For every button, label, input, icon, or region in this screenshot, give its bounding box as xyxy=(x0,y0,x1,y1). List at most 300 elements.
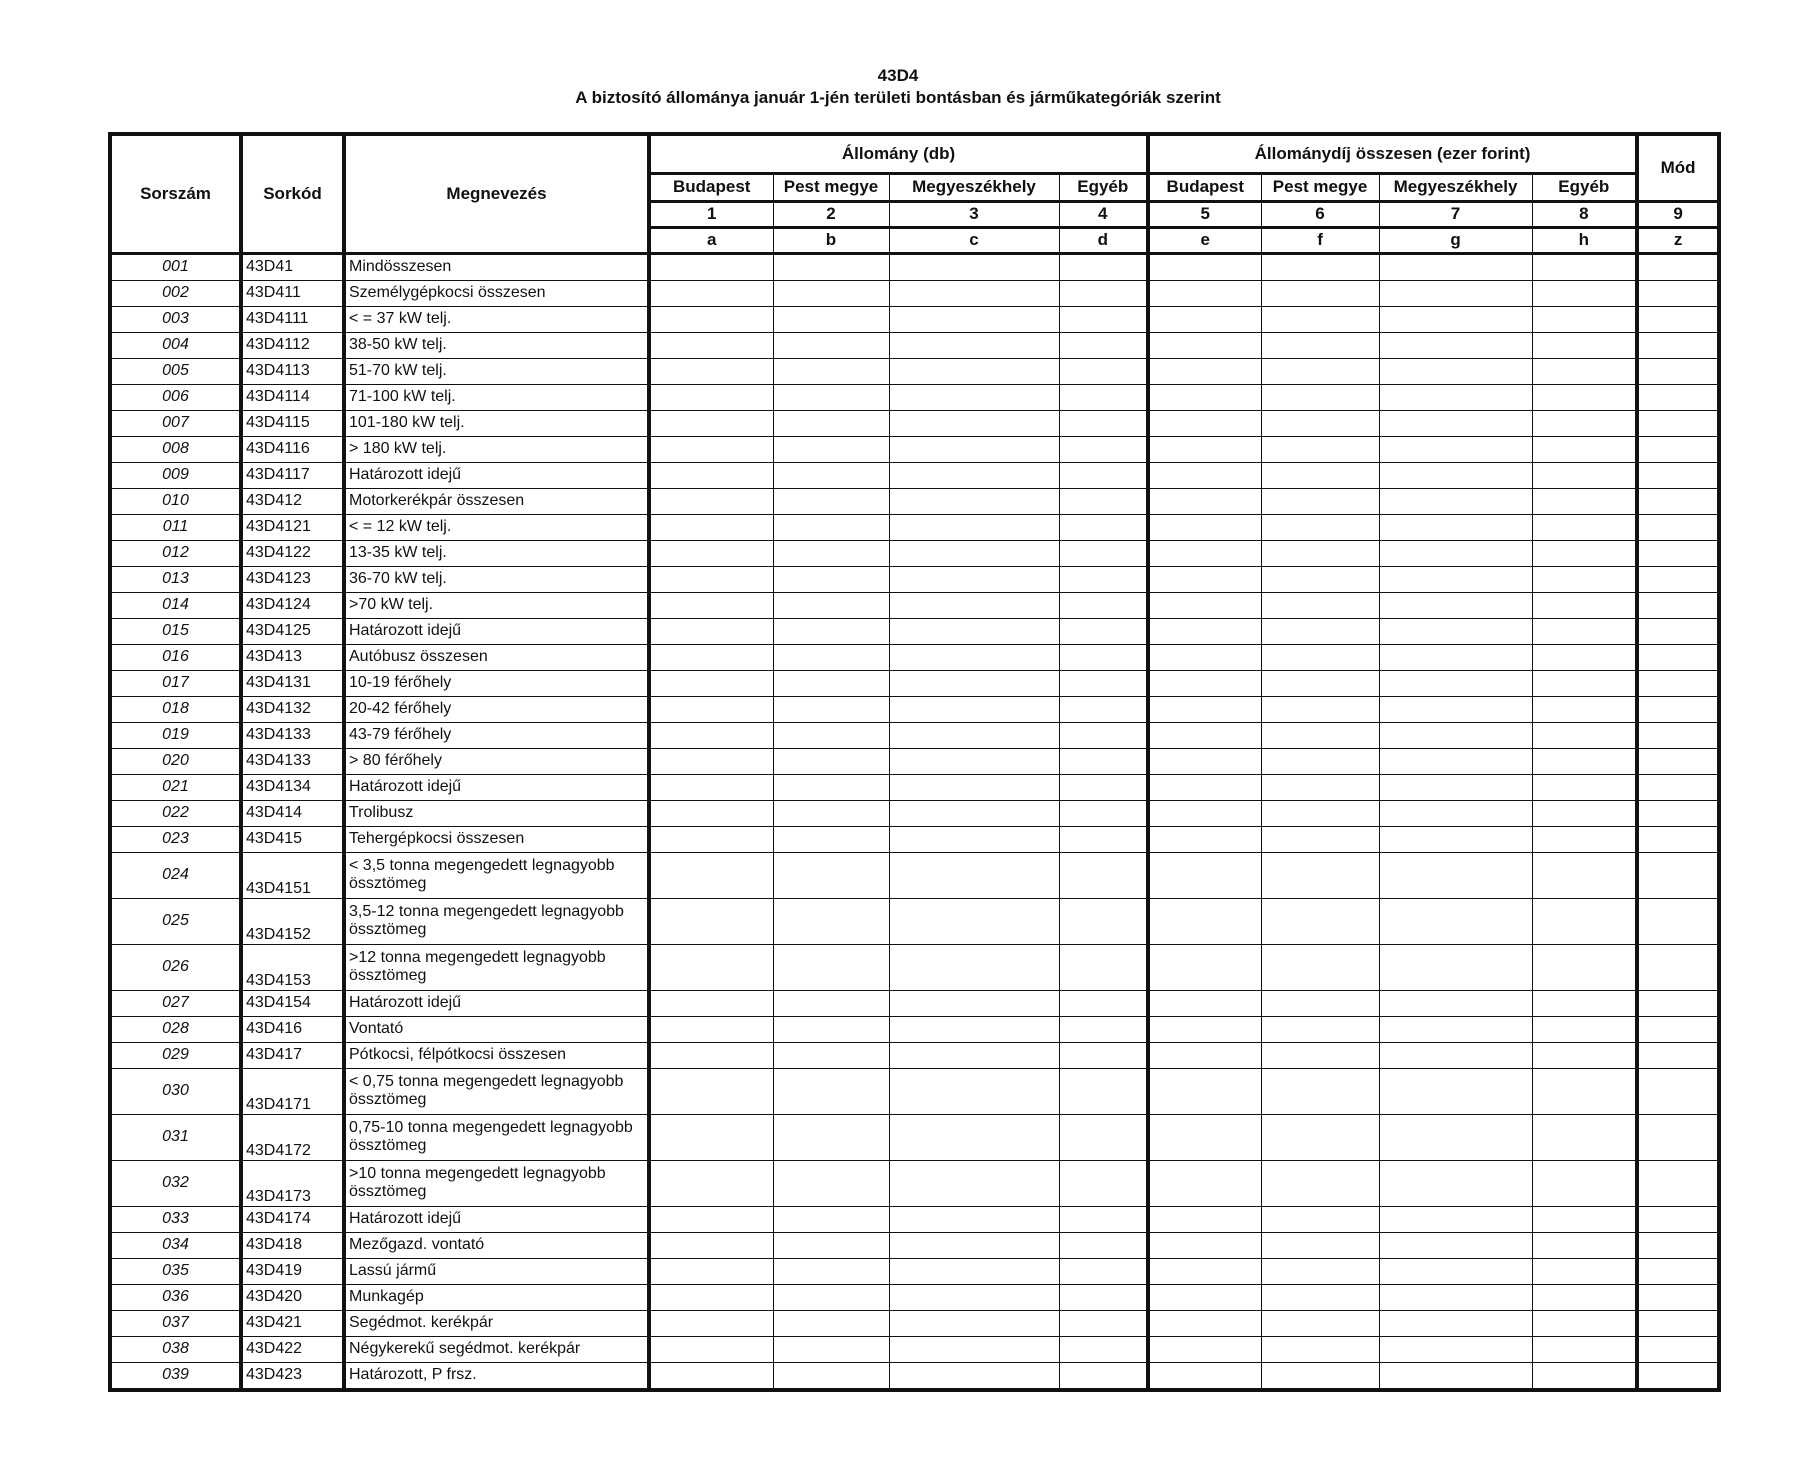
row-value-cell[interactable] xyxy=(1059,944,1148,990)
row-value-cell[interactable] xyxy=(1379,280,1532,306)
row-value-cell[interactable] xyxy=(649,1336,773,1362)
row-value-cell[interactable] xyxy=(1637,1336,1719,1362)
row-value-cell[interactable] xyxy=(1637,436,1719,462)
row-value-cell[interactable] xyxy=(1379,540,1532,566)
row-value-cell[interactable] xyxy=(1379,898,1532,944)
row-value-cell[interactable] xyxy=(889,592,1059,618)
row-value-cell[interactable] xyxy=(1637,1016,1719,1042)
row-value-cell[interactable] xyxy=(649,898,773,944)
row-value-cell[interactable] xyxy=(1532,358,1637,384)
row-value-cell[interactable] xyxy=(1379,1114,1532,1160)
row-value-cell[interactable] xyxy=(649,384,773,410)
row-value-cell[interactable] xyxy=(1637,898,1719,944)
row-value-cell[interactable] xyxy=(1261,436,1379,462)
row-value-cell[interactable] xyxy=(1532,1336,1637,1362)
row-value-cell[interactable] xyxy=(1532,436,1637,462)
row-value-cell[interactable] xyxy=(773,944,889,990)
row-value-cell[interactable] xyxy=(1637,944,1719,990)
row-value-cell[interactable] xyxy=(1261,384,1379,410)
row-value-cell[interactable] xyxy=(1379,253,1532,280)
row-value-cell[interactable] xyxy=(1148,358,1261,384)
row-value-cell[interactable] xyxy=(1637,1258,1719,1284)
row-value-cell[interactable] xyxy=(1261,826,1379,852)
row-value-cell[interactable] xyxy=(1379,800,1532,826)
row-value-cell[interactable] xyxy=(1637,384,1719,410)
row-value-cell[interactable] xyxy=(1637,852,1719,898)
row-value-cell[interactable] xyxy=(1148,384,1261,410)
row-value-cell[interactable] xyxy=(773,1336,889,1362)
row-value-cell[interactable] xyxy=(1379,462,1532,488)
row-value-cell[interactable] xyxy=(1379,436,1532,462)
row-value-cell[interactable] xyxy=(1148,1336,1261,1362)
row-value-cell[interactable] xyxy=(1532,1068,1637,1114)
row-value-cell[interactable] xyxy=(1148,1362,1261,1390)
row-value-cell[interactable] xyxy=(889,644,1059,670)
row-value-cell[interactable] xyxy=(1148,1232,1261,1258)
row-value-cell[interactable] xyxy=(649,1258,773,1284)
row-value-cell[interactable] xyxy=(1261,722,1379,748)
row-value-cell[interactable] xyxy=(1059,1284,1148,1310)
row-value-cell[interactable] xyxy=(773,1114,889,1160)
row-value-cell[interactable] xyxy=(1532,670,1637,696)
row-value-cell[interactable] xyxy=(1532,1284,1637,1310)
row-value-cell[interactable] xyxy=(1148,514,1261,540)
row-value-cell[interactable] xyxy=(1379,1160,1532,1206)
row-value-cell[interactable] xyxy=(1532,1160,1637,1206)
row-value-cell[interactable] xyxy=(773,696,889,722)
row-value-cell[interactable] xyxy=(1148,462,1261,488)
row-value-cell[interactable] xyxy=(773,1362,889,1390)
row-value-cell[interactable] xyxy=(1261,990,1379,1016)
row-value-cell[interactable] xyxy=(1532,514,1637,540)
row-value-cell[interactable] xyxy=(1637,696,1719,722)
row-value-cell[interactable] xyxy=(1059,722,1148,748)
row-value-cell[interactable] xyxy=(889,1284,1059,1310)
row-value-cell[interactable] xyxy=(1148,670,1261,696)
row-value-cell[interactable] xyxy=(1532,540,1637,566)
row-value-cell[interactable] xyxy=(1379,826,1532,852)
row-value-cell[interactable] xyxy=(1148,696,1261,722)
row-value-cell[interactable] xyxy=(1261,800,1379,826)
row-value-cell[interactable] xyxy=(1059,1160,1148,1206)
row-value-cell[interactable] xyxy=(1637,1160,1719,1206)
row-value-cell[interactable] xyxy=(649,774,773,800)
row-value-cell[interactable] xyxy=(773,670,889,696)
row-value-cell[interactable] xyxy=(1261,253,1379,280)
row-value-cell[interactable] xyxy=(1059,462,1148,488)
row-value-cell[interactable] xyxy=(1379,722,1532,748)
row-value-cell[interactable] xyxy=(889,436,1059,462)
row-value-cell[interactable] xyxy=(773,826,889,852)
row-value-cell[interactable] xyxy=(889,1114,1059,1160)
row-value-cell[interactable] xyxy=(1532,1232,1637,1258)
row-value-cell[interactable] xyxy=(1637,1206,1719,1232)
row-value-cell[interactable] xyxy=(889,944,1059,990)
row-value-cell[interactable] xyxy=(1379,618,1532,644)
row-value-cell[interactable] xyxy=(773,410,889,436)
row-value-cell[interactable] xyxy=(773,990,889,1016)
row-value-cell[interactable] xyxy=(1532,306,1637,332)
row-value-cell[interactable] xyxy=(1059,332,1148,358)
row-value-cell[interactable] xyxy=(1379,1336,1532,1362)
row-value-cell[interactable] xyxy=(1059,592,1148,618)
row-value-cell[interactable] xyxy=(1532,253,1637,280)
row-value-cell[interactable] xyxy=(1637,540,1719,566)
row-value-cell[interactable] xyxy=(1532,566,1637,592)
row-value-cell[interactable] xyxy=(773,332,889,358)
row-value-cell[interactable] xyxy=(1261,592,1379,618)
row-value-cell[interactable] xyxy=(1532,800,1637,826)
row-value-cell[interactable] xyxy=(1148,1042,1261,1068)
row-value-cell[interactable] xyxy=(1261,1362,1379,1390)
row-value-cell[interactable] xyxy=(889,253,1059,280)
row-value-cell[interactable] xyxy=(1532,410,1637,436)
row-value-cell[interactable] xyxy=(649,462,773,488)
row-value-cell[interactable] xyxy=(1261,566,1379,592)
row-value-cell[interactable] xyxy=(649,1206,773,1232)
row-value-cell[interactable] xyxy=(1532,990,1637,1016)
row-value-cell[interactable] xyxy=(1261,618,1379,644)
row-value-cell[interactable] xyxy=(773,1258,889,1284)
row-value-cell[interactable] xyxy=(649,540,773,566)
row-value-cell[interactable] xyxy=(1379,1310,1532,1336)
row-value-cell[interactable] xyxy=(1148,540,1261,566)
row-value-cell[interactable] xyxy=(1379,358,1532,384)
row-value-cell[interactable] xyxy=(1532,826,1637,852)
row-value-cell[interactable] xyxy=(1148,644,1261,670)
row-value-cell[interactable] xyxy=(1637,748,1719,774)
row-value-cell[interactable] xyxy=(1379,332,1532,358)
row-value-cell[interactable] xyxy=(1148,722,1261,748)
row-value-cell[interactable] xyxy=(889,332,1059,358)
row-value-cell[interactable] xyxy=(889,990,1059,1016)
row-value-cell[interactable] xyxy=(1261,748,1379,774)
row-value-cell[interactable] xyxy=(1261,1160,1379,1206)
row-value-cell[interactable] xyxy=(1637,990,1719,1016)
row-value-cell[interactable] xyxy=(1059,696,1148,722)
row-value-cell[interactable] xyxy=(1148,488,1261,514)
row-value-cell[interactable] xyxy=(773,748,889,774)
row-value-cell[interactable] xyxy=(649,1068,773,1114)
row-value-cell[interactable] xyxy=(1261,332,1379,358)
row-value-cell[interactable] xyxy=(1059,748,1148,774)
row-value-cell[interactable] xyxy=(1637,1114,1719,1160)
row-value-cell[interactable] xyxy=(889,1042,1059,1068)
row-value-cell[interactable] xyxy=(1532,618,1637,644)
row-value-cell[interactable] xyxy=(773,644,889,670)
row-value-cell[interactable] xyxy=(1637,1232,1719,1258)
row-value-cell[interactable] xyxy=(773,1042,889,1068)
row-value-cell[interactable] xyxy=(649,358,773,384)
row-value-cell[interactable] xyxy=(1637,566,1719,592)
row-value-cell[interactable] xyxy=(1379,774,1532,800)
row-value-cell[interactable] xyxy=(889,384,1059,410)
row-value-cell[interactable] xyxy=(889,488,1059,514)
row-value-cell[interactable] xyxy=(1148,1160,1261,1206)
row-value-cell[interactable] xyxy=(1532,852,1637,898)
row-value-cell[interactable] xyxy=(1059,644,1148,670)
row-value-cell[interactable] xyxy=(1637,306,1719,332)
row-value-cell[interactable] xyxy=(1261,462,1379,488)
row-value-cell[interactable] xyxy=(1261,1042,1379,1068)
row-value-cell[interactable] xyxy=(1148,332,1261,358)
row-value-cell[interactable] xyxy=(1532,644,1637,670)
row-value-cell[interactable] xyxy=(1532,592,1637,618)
row-value-cell[interactable] xyxy=(1059,1068,1148,1114)
row-value-cell[interactable] xyxy=(773,1016,889,1042)
row-value-cell[interactable] xyxy=(649,592,773,618)
row-value-cell[interactable] xyxy=(1532,1362,1637,1390)
row-value-cell[interactable] xyxy=(889,1160,1059,1206)
row-value-cell[interactable] xyxy=(773,1160,889,1206)
row-value-cell[interactable] xyxy=(1637,462,1719,488)
row-value-cell[interactable] xyxy=(1379,1042,1532,1068)
row-value-cell[interactable] xyxy=(1261,696,1379,722)
row-value-cell[interactable] xyxy=(1379,384,1532,410)
row-value-cell[interactable] xyxy=(1637,800,1719,826)
row-value-cell[interactable] xyxy=(1379,566,1532,592)
row-value-cell[interactable] xyxy=(1059,1114,1148,1160)
row-value-cell[interactable] xyxy=(1261,1232,1379,1258)
row-value-cell[interactable] xyxy=(1148,1068,1261,1114)
row-value-cell[interactable] xyxy=(1637,774,1719,800)
row-value-cell[interactable] xyxy=(1637,332,1719,358)
row-value-cell[interactable] xyxy=(1637,280,1719,306)
row-value-cell[interactable] xyxy=(1261,1336,1379,1362)
row-value-cell[interactable] xyxy=(649,488,773,514)
row-value-cell[interactable] xyxy=(649,306,773,332)
row-value-cell[interactable] xyxy=(1379,944,1532,990)
row-value-cell[interactable] xyxy=(1532,1016,1637,1042)
row-value-cell[interactable] xyxy=(1148,1206,1261,1232)
row-value-cell[interactable] xyxy=(1261,1114,1379,1160)
row-value-cell[interactable] xyxy=(1261,1284,1379,1310)
row-value-cell[interactable] xyxy=(649,1042,773,1068)
row-value-cell[interactable] xyxy=(649,1284,773,1310)
row-value-cell[interactable] xyxy=(1637,826,1719,852)
row-value-cell[interactable] xyxy=(1059,826,1148,852)
row-value-cell[interactable] xyxy=(889,1336,1059,1362)
row-value-cell[interactable] xyxy=(649,514,773,540)
row-value-cell[interactable] xyxy=(1637,253,1719,280)
row-value-cell[interactable] xyxy=(649,1114,773,1160)
row-value-cell[interactable] xyxy=(1148,1310,1261,1336)
row-value-cell[interactable] xyxy=(649,1232,773,1258)
row-value-cell[interactable] xyxy=(1637,722,1719,748)
row-value-cell[interactable] xyxy=(1532,1258,1637,1284)
row-value-cell[interactable] xyxy=(1148,1114,1261,1160)
row-value-cell[interactable] xyxy=(1148,898,1261,944)
row-value-cell[interactable] xyxy=(1532,280,1637,306)
row-value-cell[interactable] xyxy=(1261,1258,1379,1284)
row-value-cell[interactable] xyxy=(1148,280,1261,306)
row-value-cell[interactable] xyxy=(889,774,1059,800)
row-value-cell[interactable] xyxy=(649,1362,773,1390)
row-value-cell[interactable] xyxy=(1261,670,1379,696)
row-value-cell[interactable] xyxy=(1379,1016,1532,1042)
row-value-cell[interactable] xyxy=(889,1068,1059,1114)
row-value-cell[interactable] xyxy=(889,1016,1059,1042)
row-value-cell[interactable] xyxy=(773,1206,889,1232)
row-value-cell[interactable] xyxy=(649,826,773,852)
row-value-cell[interactable] xyxy=(1261,1016,1379,1042)
row-value-cell[interactable] xyxy=(773,436,889,462)
row-value-cell[interactable] xyxy=(1148,618,1261,644)
row-value-cell[interactable] xyxy=(649,280,773,306)
row-value-cell[interactable] xyxy=(773,898,889,944)
row-value-cell[interactable] xyxy=(1059,253,1148,280)
row-value-cell[interactable] xyxy=(1148,1258,1261,1284)
row-value-cell[interactable] xyxy=(1148,306,1261,332)
row-value-cell[interactable] xyxy=(773,1232,889,1258)
row-value-cell[interactable] xyxy=(1379,1284,1532,1310)
row-value-cell[interactable] xyxy=(1059,1016,1148,1042)
row-value-cell[interactable] xyxy=(649,696,773,722)
row-value-cell[interactable] xyxy=(773,306,889,332)
row-value-cell[interactable] xyxy=(889,280,1059,306)
row-value-cell[interactable] xyxy=(1059,488,1148,514)
row-value-cell[interactable] xyxy=(1059,1232,1148,1258)
row-value-cell[interactable] xyxy=(1532,944,1637,990)
row-value-cell[interactable] xyxy=(1059,410,1148,436)
row-value-cell[interactable] xyxy=(889,670,1059,696)
row-value-cell[interactable] xyxy=(773,1284,889,1310)
row-value-cell[interactable] xyxy=(889,748,1059,774)
row-value-cell[interactable] xyxy=(1532,1310,1637,1336)
row-value-cell[interactable] xyxy=(1261,306,1379,332)
row-value-cell[interactable] xyxy=(889,826,1059,852)
row-value-cell[interactable] xyxy=(1059,670,1148,696)
row-value-cell[interactable] xyxy=(1379,306,1532,332)
row-value-cell[interactable] xyxy=(889,566,1059,592)
row-value-cell[interactable] xyxy=(1059,800,1148,826)
row-value-cell[interactable] xyxy=(649,800,773,826)
row-value-cell[interactable] xyxy=(889,1258,1059,1284)
row-value-cell[interactable] xyxy=(649,566,773,592)
row-value-cell[interactable] xyxy=(1379,748,1532,774)
row-value-cell[interactable] xyxy=(1148,852,1261,898)
row-value-cell[interactable] xyxy=(1148,826,1261,852)
row-value-cell[interactable] xyxy=(773,540,889,566)
row-value-cell[interactable] xyxy=(1532,462,1637,488)
row-value-cell[interactable] xyxy=(649,990,773,1016)
row-value-cell[interactable] xyxy=(1059,436,1148,462)
row-value-cell[interactable] xyxy=(649,644,773,670)
row-value-cell[interactable] xyxy=(773,253,889,280)
row-value-cell[interactable] xyxy=(1532,696,1637,722)
row-value-cell[interactable] xyxy=(1261,488,1379,514)
row-value-cell[interactable] xyxy=(1059,1362,1148,1390)
row-value-cell[interactable] xyxy=(773,852,889,898)
row-value-cell[interactable] xyxy=(1148,990,1261,1016)
row-value-cell[interactable] xyxy=(649,1160,773,1206)
row-value-cell[interactable] xyxy=(889,800,1059,826)
row-value-cell[interactable] xyxy=(889,1232,1059,1258)
row-value-cell[interactable] xyxy=(649,253,773,280)
row-value-cell[interactable] xyxy=(1148,592,1261,618)
row-value-cell[interactable] xyxy=(1379,1362,1532,1390)
row-value-cell[interactable] xyxy=(1059,1206,1148,1232)
row-value-cell[interactable] xyxy=(1059,280,1148,306)
row-value-cell[interactable] xyxy=(889,1310,1059,1336)
row-value-cell[interactable] xyxy=(1059,1042,1148,1068)
row-value-cell[interactable] xyxy=(1148,1284,1261,1310)
row-value-cell[interactable] xyxy=(1379,852,1532,898)
row-value-cell[interactable] xyxy=(1532,384,1637,410)
row-value-cell[interactable] xyxy=(889,618,1059,644)
row-value-cell[interactable] xyxy=(889,1206,1059,1232)
row-value-cell[interactable] xyxy=(773,566,889,592)
row-value-cell[interactable] xyxy=(1637,1068,1719,1114)
row-value-cell[interactable] xyxy=(1532,332,1637,358)
row-value-cell[interactable] xyxy=(649,1310,773,1336)
row-value-cell[interactable] xyxy=(773,722,889,748)
row-value-cell[interactable] xyxy=(889,852,1059,898)
row-value-cell[interactable] xyxy=(1379,1206,1532,1232)
row-value-cell[interactable] xyxy=(1059,1258,1148,1284)
row-value-cell[interactable] xyxy=(1379,592,1532,618)
row-value-cell[interactable] xyxy=(1148,566,1261,592)
row-value-cell[interactable] xyxy=(1059,852,1148,898)
row-value-cell[interactable] xyxy=(649,618,773,644)
row-value-cell[interactable] xyxy=(1148,774,1261,800)
row-value-cell[interactable] xyxy=(1532,1042,1637,1068)
row-value-cell[interactable] xyxy=(1532,1206,1637,1232)
row-value-cell[interactable] xyxy=(889,306,1059,332)
row-value-cell[interactable] xyxy=(1148,800,1261,826)
row-value-cell[interactable] xyxy=(1379,644,1532,670)
row-value-cell[interactable] xyxy=(889,410,1059,436)
row-value-cell[interactable] xyxy=(1637,618,1719,644)
row-value-cell[interactable] xyxy=(1379,990,1532,1016)
row-value-cell[interactable] xyxy=(1261,410,1379,436)
row-value-cell[interactable] xyxy=(1261,852,1379,898)
row-value-cell[interactable] xyxy=(889,514,1059,540)
row-value-cell[interactable] xyxy=(773,800,889,826)
row-value-cell[interactable] xyxy=(1261,898,1379,944)
row-value-cell[interactable] xyxy=(1059,540,1148,566)
row-value-cell[interactable] xyxy=(1059,898,1148,944)
row-value-cell[interactable] xyxy=(1261,774,1379,800)
row-value-cell[interactable] xyxy=(889,696,1059,722)
row-value-cell[interactable] xyxy=(1059,1310,1148,1336)
row-value-cell[interactable] xyxy=(773,488,889,514)
row-value-cell[interactable] xyxy=(649,1016,773,1042)
row-value-cell[interactable] xyxy=(1379,514,1532,540)
row-value-cell[interactable] xyxy=(1637,1362,1719,1390)
row-value-cell[interactable] xyxy=(1059,358,1148,384)
row-value-cell[interactable] xyxy=(1637,592,1719,618)
row-value-cell[interactable] xyxy=(1261,1206,1379,1232)
row-value-cell[interactable] xyxy=(773,774,889,800)
row-value-cell[interactable] xyxy=(649,944,773,990)
row-value-cell[interactable] xyxy=(1637,358,1719,384)
row-value-cell[interactable] xyxy=(1637,1310,1719,1336)
row-value-cell[interactable] xyxy=(649,852,773,898)
row-value-cell[interactable] xyxy=(649,670,773,696)
row-value-cell[interactable] xyxy=(773,514,889,540)
row-value-cell[interactable] xyxy=(1148,410,1261,436)
row-value-cell[interactable] xyxy=(1532,898,1637,944)
row-value-cell[interactable] xyxy=(649,332,773,358)
row-value-cell[interactable] xyxy=(773,358,889,384)
row-value-cell[interactable] xyxy=(1379,696,1532,722)
row-value-cell[interactable] xyxy=(1059,566,1148,592)
row-value-cell[interactable] xyxy=(649,748,773,774)
row-value-cell[interactable] xyxy=(773,592,889,618)
row-value-cell[interactable] xyxy=(1059,990,1148,1016)
row-value-cell[interactable] xyxy=(1261,280,1379,306)
